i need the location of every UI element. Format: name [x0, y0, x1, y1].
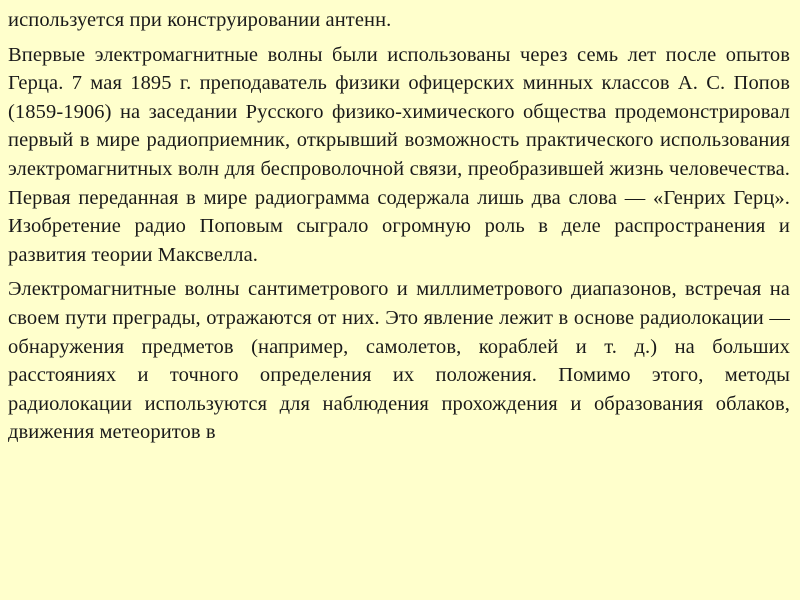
paragraph-popov-radio: Впервые электромагнитные волны были использованы через семь лет после опытов Герца. 7 мая 1895 г. преподаватель физики офицерских минных классов А. С. Попов (1859-1906) на заседании Русского физико-химического общества продемонстрировал первый в мире радиоприемник, открывший возможность практического использования электромагнитных волн для беспроволочной связи, преобразившей жизнь человечества. Первая переданная в мире радиограмма содержала лишь два слова — «Генрих Герц». Изобретение радио Поповым сыграло огромную роль в деле распространения и развития теории Максвелла. [8, 43, 790, 266]
paragraph-continuation: используется при конструировании антенн. [8, 9, 392, 31]
text-body [8, 6, 790, 447]
paragraph-radiolocation: Электромагнитные волны сантиметрового и миллиметрового диапазонов, встречая на своем пути преграды, отражаются от них. Это явление лежит в основе радиолокации — обнаружения предметов (например, самолетов, кораблей и т. д.) на больших расстояниях и точного определения их положения. Помимо этого, методы радиолокации используются для наблюдения прохождения и образования облаков, движения метеоритов в [8, 278, 790, 444]
